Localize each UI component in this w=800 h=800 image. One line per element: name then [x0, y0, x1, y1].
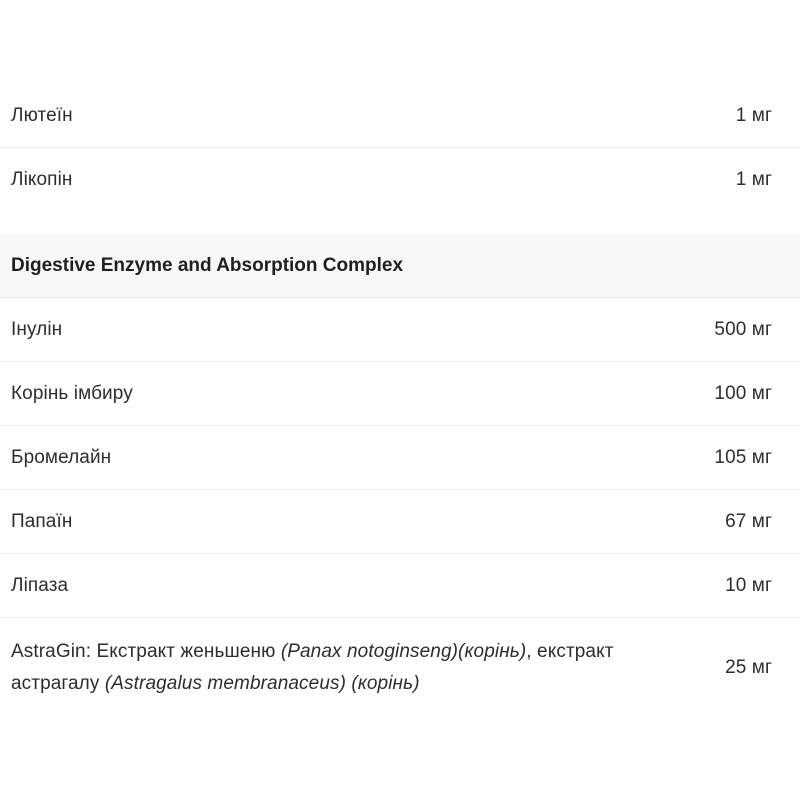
ingredient-name: Лікопін [11, 169, 73, 190]
ingredient-amount: 1 мг [735, 169, 772, 190]
table-row [0, 84, 800, 148]
section-header [0, 234, 800, 298]
ingredient-amount: 25 мг [725, 657, 772, 678]
section-spacer [0, 212, 800, 234]
table-row [0, 426, 800, 490]
table-row [0, 490, 800, 554]
ingredient-name: Бромелайн [11, 446, 112, 468]
ingredient-name: Інулін [11, 318, 63, 340]
table-row [0, 298, 800, 362]
table-row [0, 148, 800, 212]
ingredient-name: Лютеїн [11, 104, 73, 126]
astragin-latin-ginseng: (Panax notoginseng)(корінь) [280, 641, 527, 662]
nutrition-table [0, 84, 800, 718]
ingredient-name: Папаїн [11, 510, 73, 532]
table-row [0, 554, 800, 618]
ingredient-amount: 500 мг [714, 318, 772, 340]
ingredient-name: Корінь імбиру [11, 382, 133, 404]
section-title: Digestive Enzyme and Absorption Complex [11, 254, 404, 276]
astragin-text-2: , екстракт астрагалу [11, 641, 614, 694]
ingredient-amount: 1 мг [735, 104, 772, 126]
table-row [0, 362, 800, 426]
ingredient-name [11, 636, 692, 700]
ingredient-name: Ліпаза [11, 574, 69, 596]
ingredient-amount: 105 мг [714, 446, 772, 468]
ingredient-amount: 10 мг [725, 574, 772, 596]
table-row [0, 618, 800, 718]
astragin-latin-astragalus: (Astragalus membranaceus) (корінь) [104, 673, 420, 694]
astragin-text: AstraGin: Екстракт женьшеню [11, 641, 281, 662]
ingredient-amount: 67 мг [725, 510, 772, 532]
ingredient-amount: 100 мг [714, 382, 772, 404]
